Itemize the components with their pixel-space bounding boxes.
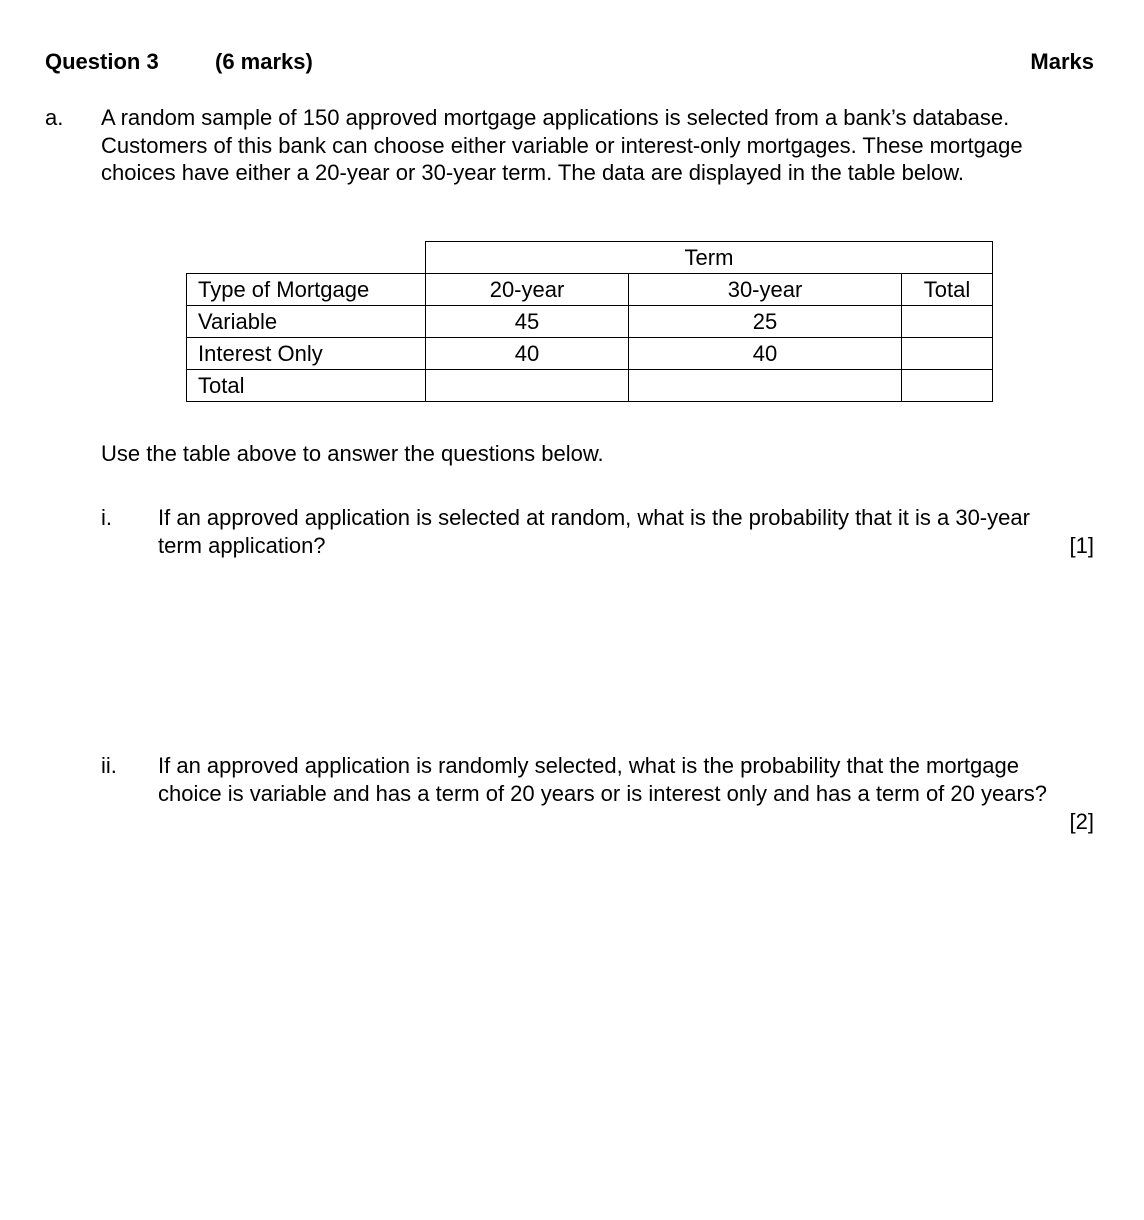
row-label-interest-only: Interest Only — [187, 338, 426, 370]
part-a-text: A random sample of 150 approved mortgage applications is selected from a bank’s database. Customers of this bank can choose either variable or interest-only mortgages. These mortgage choices have either a 20-year or 30-year term. The data are displayed in the table below. — [101, 105, 1023, 185]
table-row — [187, 338, 993, 370]
cell-variable-total — [902, 306, 993, 338]
column-header-20-year: 20-year — [426, 274, 629, 306]
table-group-header-row — [187, 242, 993, 274]
part-a-label: a. — [45, 105, 64, 130]
cell-total-20-year — [426, 370, 629, 402]
row-label-total: Total — [187, 370, 426, 402]
cell-interest-only-20-year: 40 — [426, 338, 629, 370]
cell-variable-20-year: 45 — [426, 306, 629, 338]
cell-interest-only-total — [902, 338, 993, 370]
marks-column-header: Marks — [1030, 49, 1094, 74]
column-header-type: Type of Mortgage — [187, 274, 426, 306]
table-row — [187, 370, 993, 402]
subquestion-i-text: If an approved application is selected at random, what is the probability that it is a 30-year term application? — [158, 505, 1030, 558]
question-marks: (6 marks) — [215, 49, 313, 74]
column-header-30-year: 30-year — [629, 274, 902, 306]
term-group-header: Term — [426, 242, 993, 274]
cell-interest-only-30-year: 40 — [629, 338, 902, 370]
subquestion-ii-text: If an approved application is randomly selected, what is the probability that the mortgage choice is variable and has a term of 20 years or is interest only and has a term of 20 years? — [158, 753, 1048, 806]
table-row — [187, 306, 993, 338]
subquestion-i-marks: [1] — [1069, 533, 1094, 558]
subquestion-i-label: i. — [101, 505, 112, 530]
instruction-text: Use the table above to answer the questions below. — [101, 441, 604, 466]
column-header-total: Total — [902, 274, 993, 306]
table-blank-cell — [187, 242, 426, 274]
subquestion-ii-marks: [2] — [1069, 809, 1094, 834]
cell-total-30-year — [629, 370, 902, 402]
mortgage-table — [186, 241, 993, 402]
table-header-row — [187, 274, 993, 306]
row-label-variable: Variable — [187, 306, 426, 338]
subquestion-ii-label: ii. — [101, 753, 117, 778]
question-title: Question 3 — [45, 49, 159, 74]
cell-variable-30-year: 25 — [629, 306, 902, 338]
cell-total-total — [902, 370, 993, 402]
